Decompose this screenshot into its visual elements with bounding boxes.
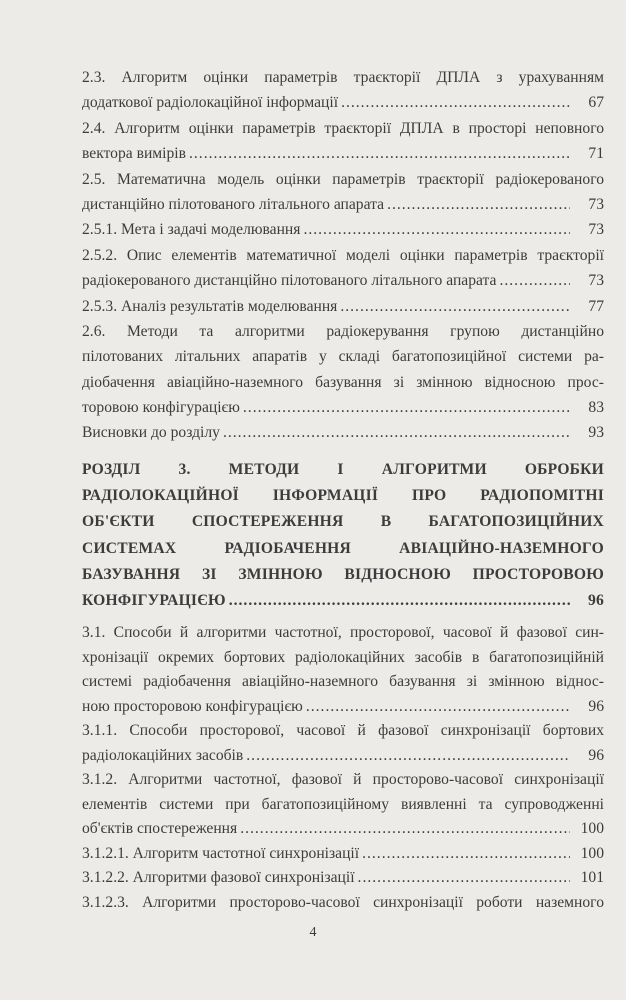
dot-leader bbox=[229, 588, 570, 614]
toc-page-number: 96 bbox=[588, 746, 604, 764]
toc-page-number: 93 bbox=[588, 424, 604, 442]
toc-entry[interactable] bbox=[82, 420, 604, 445]
toc-page-number: 73 bbox=[588, 272, 604, 290]
toc-entry-last-line bbox=[82, 192, 604, 217]
toc-entry-last-line bbox=[82, 744, 604, 769]
toc-entry-line: системі радіобачення авіаційно-наземного базування зі змінною віднос- bbox=[82, 673, 604, 690]
dot-leader bbox=[243, 395, 570, 420]
toc-page-number: 96 bbox=[588, 591, 604, 609]
toc-entry[interactable] bbox=[82, 621, 604, 719]
toc-entry-line: КОНФІГУРАЦІЄЮ bbox=[82, 591, 226, 609]
toc-page-number: 101 bbox=[580, 869, 604, 886]
dot-leader bbox=[240, 817, 570, 842]
toc-entry-line: хронізації окремих бортових радіолокаційних засобів в багатопозиційній bbox=[82, 648, 604, 666]
toc-entry[interactable] bbox=[82, 842, 604, 867]
dot-leader bbox=[189, 141, 570, 166]
toc-entry[interactable] bbox=[82, 116, 604, 167]
dot-leader bbox=[303, 217, 570, 242]
dot-leader bbox=[223, 420, 570, 445]
toc-page-number: 96 bbox=[588, 697, 604, 715]
toc-entry-last-line bbox=[82, 695, 604, 720]
toc-entry[interactable] bbox=[82, 217, 604, 242]
toc-entry[interactable] bbox=[82, 457, 604, 614]
dot-leader bbox=[341, 90, 570, 115]
toc-entry-line: вектора вимірів bbox=[82, 145, 186, 163]
toc-page-number: 100 bbox=[580, 820, 604, 837]
dot-leader bbox=[499, 268, 570, 293]
toc-page-number: 73 bbox=[588, 195, 604, 213]
dot-leader bbox=[246, 744, 570, 769]
toc-entry-last-line bbox=[82, 268, 604, 293]
toc-entry-line: ною просторовою конфігурацією bbox=[82, 697, 303, 715]
toc-entry-line: РАДІОЛОКАЦІЙНОЇ ІНФОРМАЦІЇ ПРО РАДІОПОМІТНІ bbox=[82, 487, 604, 505]
toc-entry-line: СИСТЕМАХ РАДІОБАЧЕННЯ АВІАЦІЙНО-НАЗЕМНОГО bbox=[82, 539, 604, 557]
toc-entry-line: елементів системи при багатопозиційному виявленні та супроводженні bbox=[82, 795, 604, 813]
toc-entry-line: 2.5.3. Аналіз результатів моделювання bbox=[82, 297, 338, 315]
toc-page-number: 100 bbox=[580, 844, 604, 862]
dot-leader bbox=[387, 192, 570, 217]
dot-leader bbox=[358, 866, 570, 891]
toc-entry[interactable] bbox=[82, 768, 604, 842]
toc-entry-last-line bbox=[82, 141, 604, 166]
toc-entry-line: 3.1. Способи й алгоритми частотної, просторової, часової й фазової син- bbox=[82, 624, 604, 641]
toc-entry-line: БАЗУВАННЯ ЗІ ЗМІННОЮ ВІДНОСНОЮ ПРОСТОРОВОЮ bbox=[82, 565, 604, 583]
toc-entry-line: 3.1.2.3. Алгоритми просторово-часової синхронізації роботи наземного bbox=[82, 893, 604, 911]
toc-entry-line: 2.3. Алгоритм оцінки параметрів траєкторії ДПЛА з урахуванням bbox=[82, 69, 604, 86]
toc-entry[interactable] bbox=[82, 243, 604, 294]
toc-entry-last-line bbox=[82, 420, 604, 445]
toc-entry-line: об'єктів спостереження bbox=[82, 820, 238, 837]
toc-entry-line: 2.6. Методи та алгоритми радіокерування групою дистанційно bbox=[82, 322, 604, 340]
toc-section-chapter-3 bbox=[82, 621, 604, 915]
toc-entry-line: 3.1.2.1. Алгоритм частотної синхронізації bbox=[82, 844, 360, 862]
toc-section-chapter-2 bbox=[82, 65, 604, 446]
toc-entry-last-line bbox=[82, 90, 604, 115]
toc-entry-last-line bbox=[82, 217, 604, 242]
toc-entry-line: 3.1.2.2. Алгоритми фазової синхронізації bbox=[82, 869, 355, 886]
toc-entry[interactable] bbox=[82, 719, 604, 768]
toc-entry-last-line bbox=[82, 866, 604, 891]
toc-entry[interactable] bbox=[82, 294, 604, 319]
toc-entry[interactable] bbox=[82, 167, 604, 218]
toc-page-number: 77 bbox=[588, 297, 604, 315]
toc-page-number: 83 bbox=[588, 399, 604, 417]
toc-page-number: 73 bbox=[588, 221, 604, 239]
toc-entry-line: радіокерованого дистанційно пілотованого літального апарата bbox=[82, 272, 497, 290]
toc-entry-line: дистанційно пілотованого літального апарата bbox=[82, 195, 385, 213]
toc-entry-last-line bbox=[82, 842, 604, 867]
page-number: 4 bbox=[309, 925, 317, 940]
toc-entry-line: 2.5.2. Опис елементів математичної моделі оцінки параметрів траєкторії bbox=[82, 246, 604, 264]
toc-entry-line: 2.5.1. Мета і задачі моделювання bbox=[82, 221, 301, 239]
toc-entry-line: 2.4. Алгоритм оцінки параметрів траєкторії ДПЛА в просторі неповного bbox=[82, 119, 604, 137]
toc-entry-line: додаткової радіолокаційної інформації bbox=[82, 94, 339, 112]
toc-entry-line: РОЗДІЛ 3. МЕТОДИ І АЛГОРИТМИ ОБРОБКИ bbox=[82, 461, 604, 478]
toc-entry[interactable] bbox=[82, 319, 604, 421]
dot-leader bbox=[306, 695, 570, 720]
toc-entry[interactable] bbox=[82, 65, 604, 116]
toc-entry-last-line bbox=[82, 294, 604, 319]
toc-entry[interactable] bbox=[82, 866, 604, 891]
dot-leader bbox=[362, 842, 570, 867]
toc-entry-line: 3.1.2. Алгоритми частотної, фазової й просторово-часової синхронізації bbox=[82, 771, 604, 788]
toc-entry-line: торовою конфігурацією bbox=[82, 399, 240, 417]
toc-entry-last-line bbox=[82, 817, 604, 842]
toc-entry-line: 2.5. Математична модель оцінки параметрів траєкторії радіокерованого bbox=[82, 170, 604, 188]
toc-entry-line: ОБ'ЄКТИ СПОСТЕРЕЖЕННЯ В БАГАТОПОЗИЦІЙНИХ bbox=[82, 513, 604, 531]
toc-page-number: 71 bbox=[588, 145, 604, 163]
toc-entry-last-line bbox=[82, 395, 604, 420]
toc-entry-line: діобачення авіаційно-наземного базування зі змінною відносною прос- bbox=[82, 373, 604, 391]
toc-entry[interactable] bbox=[82, 891, 604, 916]
toc-entry-line: Висновки до розділу bbox=[82, 424, 220, 442]
chapter-3-heading bbox=[82, 457, 604, 614]
toc-entry-last-line bbox=[82, 588, 604, 614]
toc-page-number: 67 bbox=[588, 94, 604, 112]
toc-entry-line: пілотованих літальних апаратів у складі багатопозиційної системи ра- bbox=[82, 348, 604, 366]
toc-entry-line: 3.1.1. Способи просторової, часової й фазової синхронізації бортових bbox=[82, 722, 604, 739]
dot-leader bbox=[340, 294, 570, 319]
toc-entry-line: радіолокаційних засобів bbox=[82, 746, 244, 764]
